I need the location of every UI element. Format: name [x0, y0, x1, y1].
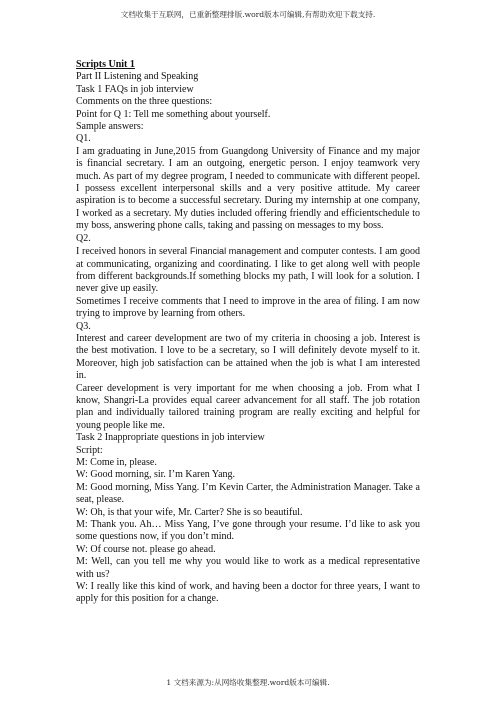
q1-label: Q1. [76, 133, 91, 145]
document-title: Scripts Unit 1 [76, 59, 135, 70]
q2-paragraph-2: Sometimes I receive comments that I need to improve in the area of filing. I am now trying to improve by learning from others. [76, 295, 420, 320]
dialogue-line: M: Come in, please. [76, 457, 157, 468]
q3-label: Q3. [76, 320, 91, 332]
dialogue-line: W: Of course not. please go ahead. [76, 543, 216, 555]
document-body [76, 59, 420, 606]
script-label: Script: [76, 444, 103, 456]
dialogue-line: W: Oh, is that your wife, Mr. Carter? She is so beautiful. [76, 506, 303, 518]
task1-heading: Task 1 FAQs in job interview [76, 83, 194, 95]
page-header: 文档收集于互联网，已重新整理排版.word版本可编辑,有帮助欢迎下载支持. [120, 10, 376, 19]
page-footer: 1 文档来源为:从网络收集整理.word版本可编辑. [166, 678, 330, 687]
q2-text-b: Financial management [190, 246, 282, 257]
q3-paragraph-2: Career development is very important for me when choosing a job. From what I know, Shangri-La provides equal career advancement for all staff. The job rotation plan and individually tailored training program are really exciting and helpful for young people like me. [76, 382, 420, 431]
dialogue-line: W: I really like this kind of work, and having been a doctor for three years, I want to apply for this position for a change. [76, 581, 420, 605]
dialogue-line: M: Thank you. Ah… Miss Yang, I’ve gone through your resume. I’d like to ask you some questions now, if you don’t mind. [76, 519, 420, 543]
q1-paragraph: I am graduating in June,2015 from Guangdong University of Finance and my major is financial secretary. I am an outgoing, energetic person. I enjoy teamwork very much. As part of my degree program, I needed to communicate with different peopel. I possess excellent interpersonal skills and a very positive attitude. My career aspiration is to become a successful secretary. During my internship at one company, I worked as a secretary. My duties included offering friendly and efficientschedule to my boss, answering phone calls, taking and passing on messages to my boss. [76, 145, 420, 232]
sample-line: Sample answers: [76, 121, 144, 133]
task2-heading: Task 2 Inappropriate questions in job interview [76, 432, 265, 444]
point-line: Point for Q 1: Tell me something about yourself. [76, 108, 271, 120]
comments-line: Comments on the three questions: [76, 96, 213, 108]
q2-text-a: I received honors in several [76, 246, 188, 258]
q3-paragraph: Interest and career development are two of my criteria in choosing a job. Interest is the best motivation. I love to be a secretary, so I will definitely devote myself to it. Moreover, high job satisfaction can be attained when the job is what I am interested in. [76, 332, 420, 382]
dialogue-line: M: Well, can you tell me why you would like to work as a medical representative with us? [76, 556, 420, 580]
part-heading: Part II Listening and Speaking [76, 71, 199, 83]
q2-paragraph [76, 245, 420, 296]
q2-text-c: and computer contests. I am good at communicating, organizing and coordinating. I like to get along well with people from different backgrounds.If something blocks my path, I will look for a solution. I never give up easily. [76, 246, 421, 295]
dialogue-line: W: Good morning, sir. I’m Karen Yang. [76, 469, 236, 481]
q2-label: Q2. [76, 232, 91, 244]
dialogue-line: M: Good morning, Miss Yang. I’m Kevin Carter, the Administration Manager. Take a seat, please. [76, 481, 420, 506]
